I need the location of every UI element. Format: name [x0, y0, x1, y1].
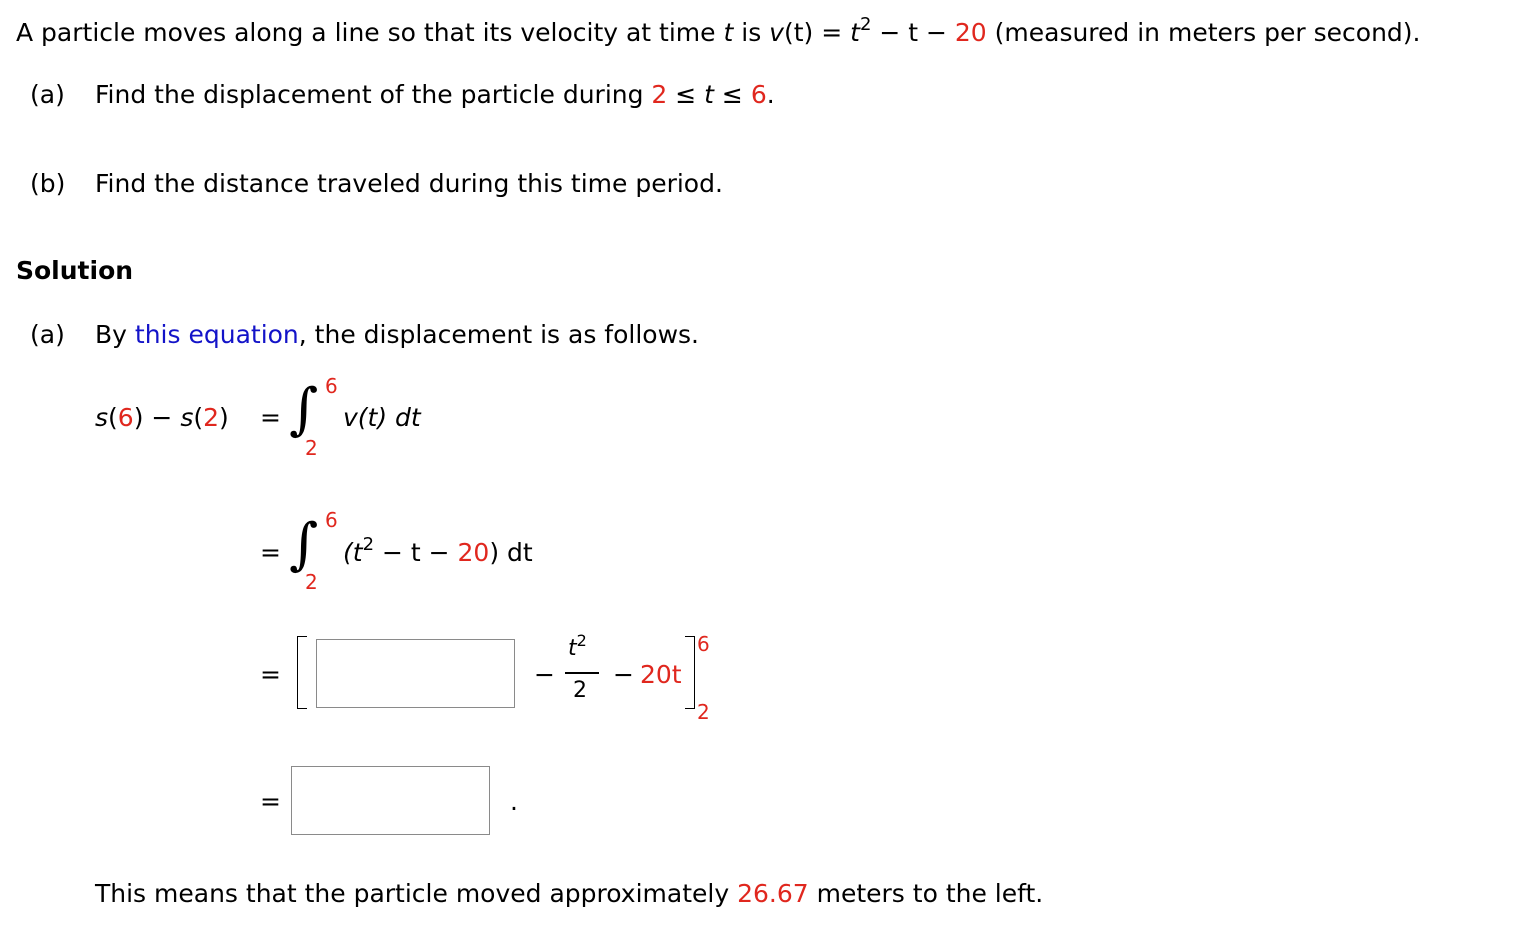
equals-sign-2: = [260, 538, 281, 567]
twenty-t-term: 20t [640, 660, 682, 689]
conclusion: This means that the particle moved approximately 26.67 meters to the left. [95, 879, 1044, 908]
left-bracket [297, 636, 307, 709]
part-a-label: (a) [30, 80, 65, 109]
integral-sign-2: ∫ [289, 512, 319, 577]
right-bracket [685, 636, 695, 709]
integral-sign-1: ∫ [289, 377, 319, 442]
integral-2-lower: 2 [305, 570, 318, 594]
velocity-constant: 20 [954, 18, 987, 47]
equation-link[interactable]: this equation [134, 320, 299, 349]
integral-2-upper: 6 [325, 508, 338, 532]
solution-a-intro: By this equation, the displacement is as follows. [95, 320, 699, 349]
solution-a-label: (a) [30, 320, 65, 349]
eval-upper-limit: 6 [697, 632, 710, 656]
fraction-denominator: 2 [573, 678, 587, 703]
problem-statement: A particle moves along a line so that its velocity at time t is $v(t) = t^2 - t - 20$ (measured in meters per second). [16, 14, 1421, 47]
antiderivative-input[interactable] [316, 639, 515, 708]
fraction-bar [565, 672, 599, 674]
displacement-value: 26.67 [737, 879, 809, 908]
part-a-question: Find the displacement of the particle during 2 ≤ t ≤ 6. [95, 80, 775, 109]
minus-sign-1: − [534, 660, 555, 689]
displacement-input[interactable] [291, 766, 490, 835]
fraction-numerator: $t^2$ [568, 631, 587, 661]
solution-heading: Solution [16, 256, 134, 285]
integral-1-lower: 2 [305, 436, 318, 460]
integrand-1: v(t) dt [343, 403, 421, 432]
final-period: . [510, 787, 518, 816]
integrand-2: $(t^2 - t - 20)$ dt [343, 534, 533, 567]
integral-1-upper: 6 [325, 374, 338, 398]
minus-sign-2: − [613, 660, 634, 689]
part-b-label: (b) [30, 169, 66, 198]
equals-sign-4: = [260, 787, 281, 816]
equals-sign-3: = [260, 660, 281, 689]
equals-sign-1: = [260, 403, 281, 432]
part-b-question: Find the distance traveled during this time period. [95, 169, 723, 198]
eval-lower-limit: 2 [697, 700, 710, 724]
displacement-lhs: s(6) − s(2) [95, 403, 229, 432]
